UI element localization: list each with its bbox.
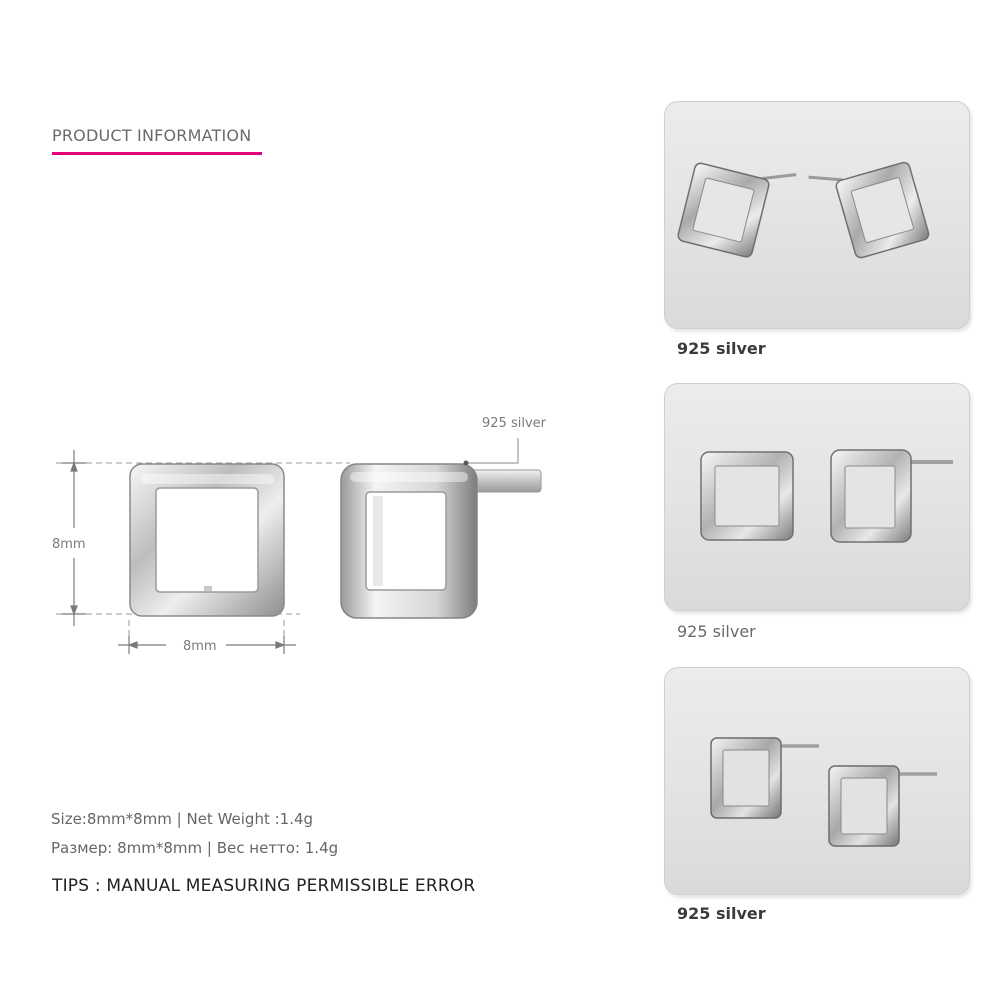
earring-photo-staggered [665,668,969,894]
earring-photo-angled [665,102,969,328]
photo-panel-front [664,383,970,611]
dimension-diagram [40,400,600,680]
height-label: 8mm [52,537,86,552]
caption-staggered: 925 silver [677,904,766,923]
earring-front-view [130,464,284,616]
earring-photo-front [665,384,969,610]
earring-diagram-svg [40,400,600,680]
caption-angled: 925 silver [677,339,766,358]
measurement-tip: TIPS : MANUAL MEASURING PERMISSIBLE ERROR [52,876,476,896]
photo-panel-staggered [664,667,970,895]
size-weight-ru: Размер: 8mm*8mm | Вес нетто: 1.4g [51,839,339,857]
size-weight-en: Size:8mm*8mm | Net Weight :1.4g [51,810,314,828]
photo-panel-angled [664,101,970,329]
material-label: 925 silver [482,416,546,431]
width-label: 8mm [183,639,217,654]
caption-front: 925 silver [677,622,756,641]
earring-side-view [341,464,541,618]
title-underline [52,152,262,155]
material-callout [464,438,519,466]
section-title: PRODUCT INFORMATION [52,126,252,145]
